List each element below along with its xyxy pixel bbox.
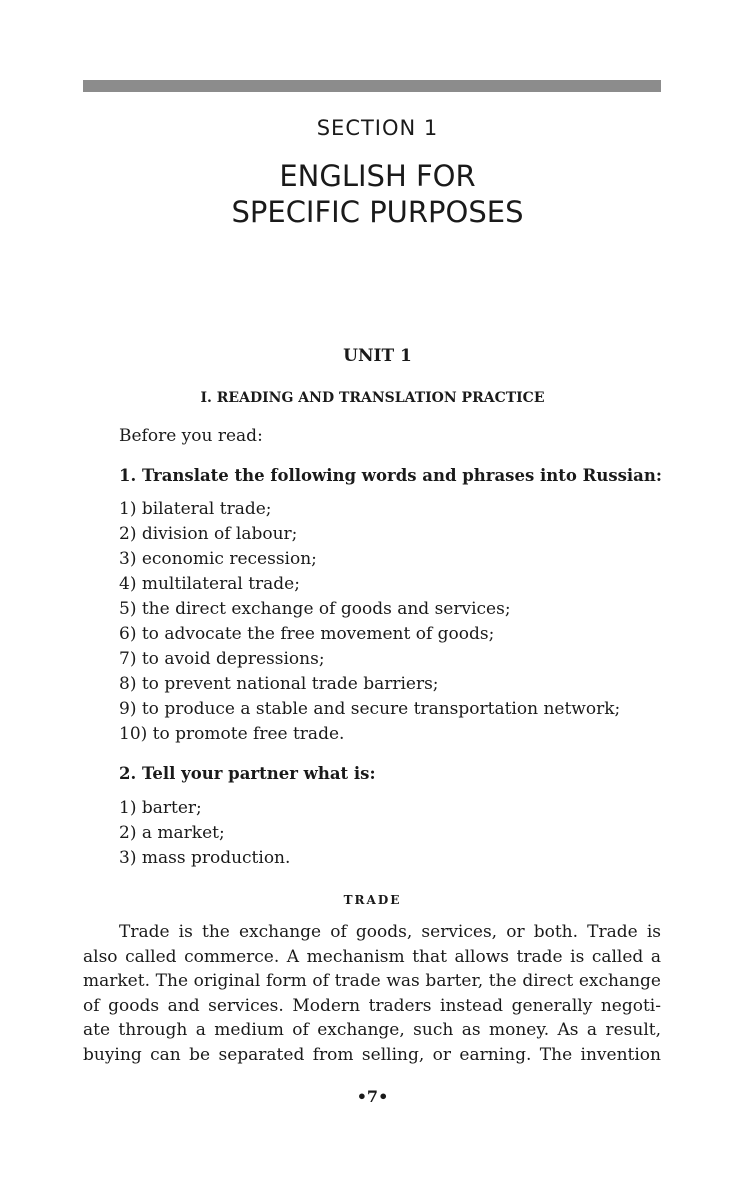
list-item: 10) to promote free trade. [119, 724, 345, 744]
list-item: 3) economic recession; [119, 549, 317, 569]
list-item: 1) barter; [119, 798, 202, 818]
text-heading: TRADE [343, 893, 402, 907]
body-line: ate through a medium of exchange, such as money. As a result, [83, 1020, 661, 1041]
page-number: •7• [356, 1087, 389, 1106]
task-1-list [119, 497, 620, 747]
task-2-title: 2. Tell your partner what is: [119, 764, 376, 783]
list-item: 4) multilateral trade; [119, 574, 300, 594]
list-item: 5) the direct exchange of goods and services; [119, 599, 511, 619]
section-title-line-1: ENGLISH FOR [279, 159, 476, 193]
body-line: of goods and services. Modern traders instead generally negoti- [83, 995, 661, 1016]
list-item: 1) bilateral trade; [119, 499, 272, 519]
intro-text: Before you read: [119, 426, 263, 446]
section-title-line-2: SPECIFIC PURPOSES [231, 195, 524, 229]
section-label: SECTION 1 [316, 116, 439, 140]
list-item: 6) to advocate the free movement of goods; [119, 624, 495, 644]
list-item: 9) to produce a stable and secure transportation network; [119, 699, 621, 719]
body-line: also called commerce. A mechanism that allows trade is called a [83, 946, 661, 967]
body-line: Trade is the exchange of goods, services, or both. Trade is [119, 922, 661, 942]
task-1-title: 1. Translate the following words and phrases into Russian: [119, 466, 662, 485]
list-item: 7) to avoid depressions; [119, 649, 325, 669]
task-2-list [119, 796, 290, 871]
unit-heading: UNIT 1 [343, 346, 412, 366]
list-item: 3) mass production. [119, 848, 291, 868]
section-title [0, 158, 755, 230]
list-item: 2) division of labour; [119, 524, 298, 544]
body-line: buying can be separated from selling, or earning. The invention [83, 1044, 661, 1065]
body-line: market. The original form of trade was barter, the direct exchange [83, 971, 661, 992]
top-rule-bar [83, 80, 661, 92]
list-item: 8) to prevent national trade barriers; [119, 674, 439, 694]
practice-heading: I. READING AND TRANSLATION PRACTICE [200, 390, 545, 406]
body-paragraph [83, 920, 661, 1068]
list-item: 2) a market; [119, 823, 225, 843]
